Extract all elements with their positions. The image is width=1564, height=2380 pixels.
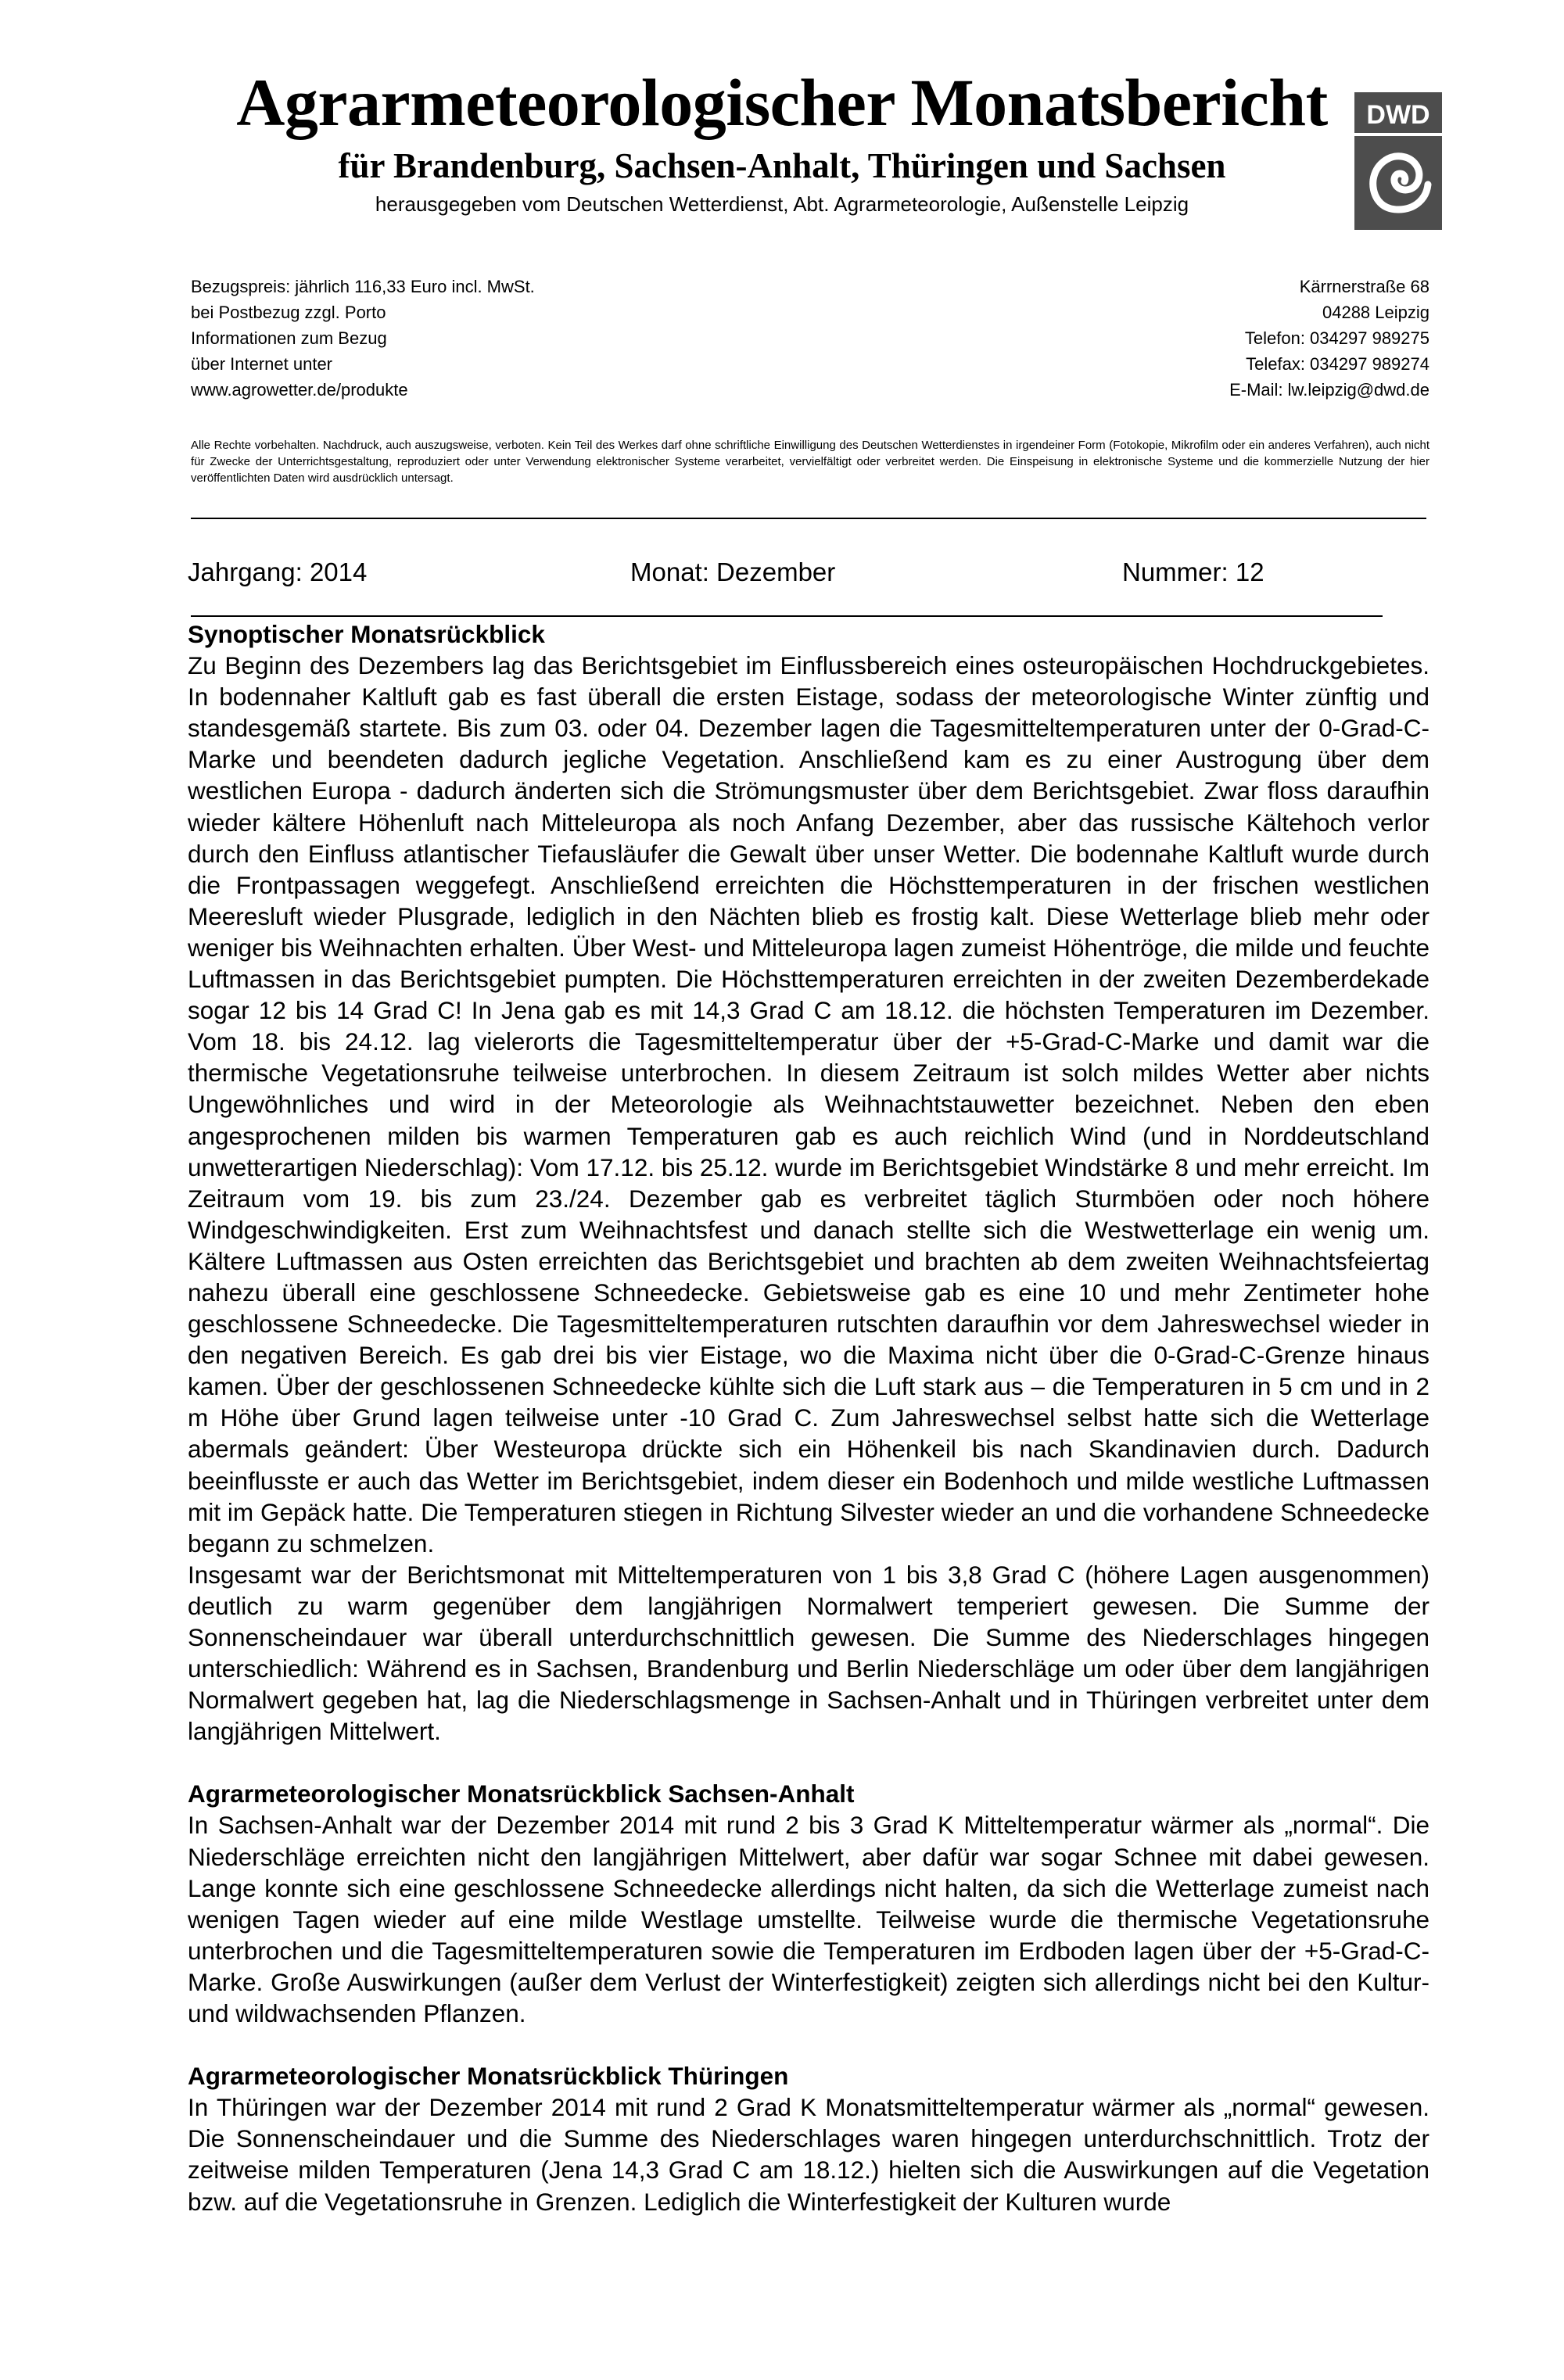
report-title: Agrarmeteorologischer Monatsbericht: [236, 65, 1328, 140]
section-heading: Agrarmeteorologischer Monatsrückblick Sachsen-Anhalt: [188, 1780, 855, 1808]
dwd-logo: [1354, 92, 1442, 230]
website-link[interactable]: www.agrowetter.de/produkte: [191, 380, 408, 400]
subscription-info-line: Informationen zum Bezug: [191, 328, 387, 348]
section-heading: Synoptischer Monatsrückblick: [188, 620, 545, 648]
section-thueringen: [188, 2060, 1429, 2217]
contact-phone: Telefon: 034297 989275: [1244, 328, 1429, 348]
section-paragraph: In Thüringen war der Dezember 2014 mit rund 2 Grad K Monatsmitteltemperatur wärmer als „normal“ gewesen. Die Sonnenscheindauer und die Summe des Niederschlages waren hingegen unterdurchschnittlich. Trotz der zeitweise milden Temperaturen (Jena 14,3 Grad C am 18.12.) hielten sich die Auswirkungen auf die Vegetation bzw. auf die Vegetationsruhe in Grenzen. Lediglich die Winterfestigkeit der Kulturen wurde: [188, 2093, 1429, 2216]
subscription-info-line: Bezugspreis: jährlich 116,33 Euro incl. MwSt.: [191, 277, 535, 296]
legal-notice: Alle Rechte vorbehalten. Nachdruck, auch auszugsweise, verboten. Kein Teil des Werkes darf ohne schriftliche Einwilligung des Deutschen Wetterdienstes in irgendeiner Form (Fotokopie, Mikrofilm oder ein anderes Verfahren), auch nicht für Zwecke der Unterrichtsgestaltung, reproduziert oder unter Verwendung elektronischer Systeme verarbeitet, vervielfältigt oder verbreitet werden. Die Einspeisung in elektronische Systeme und die kommerzielle Nutzung der hier veröffentlichten Daten wird ausdrücklich untersagt.: [191, 439, 1429, 485]
dwd-logo-text: DWD: [1366, 100, 1430, 130]
divider: [191, 518, 1426, 519]
section-sachsen-anhalt: [188, 1778, 1429, 2029]
issue-month: Monat: Dezember: [630, 557, 836, 586]
report-content: [188, 615, 1429, 2217]
contact-city: 04288 Leipzig: [1322, 303, 1429, 322]
dwd-logo-divider: [1354, 133, 1442, 136]
issue-year: Jahrgang: 2014: [188, 557, 368, 586]
section-paragraph: In Sachsen-Anhalt war der Dezember 2014 mit rund 2 bis 3 Grad K Mitteltemperatur wärmer als „normal“. Die Niederschläge erreichten nicht den langjährigen Mittelwert, aber dafür war sogar Schnee mit dabei gewesen. Lange konnte sich eine geschlossene Schneedecke allerdings nicht halten, da sich die Wetterlage zumeist nach wenigen Tagen wieder auf eine milde Westlage umstellte. Teilweise wurde die thermische Vegetationsruhe unterbrochen und die Tagesmitteltemperaturen sowie die Temperaturen im Erdboden lagen über der +5-Grad-C-Marke. Große Auswirkungen (außer dem Verlust der Winterfestigkeit) zeigten sich allerdings nicht bei den Kultur- und wildwachsenden Pflanzen.: [188, 1811, 1429, 2028]
contact-email-link[interactable]: E-Mail: lw.leipzig@dwd.de: [1229, 380, 1429, 400]
section-paragraph: Zu Beginn des Dezembers lag das Berichtsgebiet im Einflussbereich eines osteuropäischen Hochdruckgebietes. In bodennaher Kaltluft gab es fast überall die ersten Eistage, sodass der meteorologische Winter zünftig und standesgemäß startete. Bis zum 03. oder 04. Dezember lagen die Tagesmitteltemperaturen unter der 0-Grad-C-Marke und beendeten dadurch jegliche Vegetation. Anschließend kam es zu einer Austrogung über dem westlichen Europa - dadurch änderten sich die Strömungsmuster über dem Berichtsgebiet. Zwar floss daraufhin wieder kältere Höhenluft nach Mitteleuropa als noch Anfang Dezember, aber das russische Kältehoch verlor durch den Einfluss atlantischer Tiefausläufer die Gewalt über unser Wetter. Die bodennahe Kaltluft wurde durch die Frontpassagen weggefegt. Anschließend erreichten die Höchsttemperaturen in der frischen westlichen Meeresluft wieder Plusgrade, lediglich in den Nächten blieb es frostig kalt. Diese Wetterlage blieb mehr oder weniger bis Weihnachten erhalten. Über West- und Mitteleuropa lagen zumeist Höhentröge, die milde und feuchte Luftmassen in das Berichtsgebiet pumpten. Die Höchsttemperaturen erreichten in der zweiten Dezemberdekade sogar 12 bis 14 Grad C! In Jena gab es mit 14,3 Grad C am 18.12. die höchsten Temperaturen im Dezember. Vom 18. bis 24.12. lag vielerorts die Tagesmitteltemperatur über der +5-Grad-C-Marke und damit war die thermische Vegetationsruhe teilweise unterbrochen. In diesem Zeitraum ist solch mildes Wetter aber nichts Ungewöhnliches und wird in der Meteorologie als Weihnachtstauwetter bezeichnet. Neben den eben angesprochenen milden bis warmen Temperaturen gab es auch reichlich Wind (und in Norddeutschland unwetterartigen Niederschlag): Vom 17.12. bis 25.12. wurde im Berichtsgebiet Windstärke 8 und mehr erreicht. Im Zeitraum vom 19. bis zum 23./24. Dezember gab es verbreitet täglich Sturmböen oder noch höhere Windgeschwindigkeiten. Erst zum Weihnachtsfest und danach stellte sich die Westwetterlage ein wenig um. Kältere Luftmassen aus Osten erreichten das Berichtsgebiet und brachten ab dem zweiten Weihnachtsfeiertag nahezu überall eine geschlossene Schneedecke. Gebietsweise gab es eine 10 und mehr Zentimeter hohe geschlossene Schneedecke. Die Tagesmitteltemperaturen rutschten daraufhin vor dem Jahreswechsel wieder in den negativen Bereich. Es gab drei bis vier Eistage, wo die Maxima nicht über die 0-Grad-C-Grenze hinaus kamen. Über der geschlossenen Schneedecke kühlte sich die Luft stark aus – die Temperaturen in 5 cm und in 2 m Höhe über Grund lagen teilweise unter -10 Grad C. Zum Jahreswechsel selbst hatte sich die Wetterlage abermals geändert: Über Westeuropa drückte sich ein Höhenkeil bis nach Skandinavien durch. Dadurch beeinflusste er auch das Wetter im Berichtsgebiet, indem dieser ein Bodenhoch und milde westliche Luftmassen mit im Gepäck hatte. Die Temperaturen stiegen in Richtung Silvester wieder an und die vorhandene Schneedecke begann zu schmelzen.: [188, 651, 1430, 1557]
contact-fax: Telefax: 034297 989274: [1246, 354, 1429, 374]
contact-street: Kärrnerstraße 68: [1299, 277, 1429, 296]
section-synoptic: [188, 618, 1429, 1747]
contact-info: [1229, 274, 1429, 403]
issue-number: Nummer: 12: [1122, 557, 1264, 586]
subscription-info-line: über Internet unter: [191, 354, 333, 374]
publisher-line: herausgegeben vom Deutschen Wetterdienst, Abt. Agrarmeteorologie, Außenstelle Leipzig: [375, 192, 1189, 216]
report-subtitle: für Brandenburg, Sachsen-Anhalt, Thüringen und Sachsen: [338, 146, 1226, 185]
section-paragraph: Insgesamt war der Berichtsmonat mit Mitteltemperaturen von 1 bis 3,8 Grad C (höhere Lagen ausgenommen) deutlich zu warm gegenüber dem langjährigen Normalwert temperiert gewesen. Die Summe der Sonnenscheindauer war überall unterdurchschnittlich gewesen. Die Summe des Niederschlages hingegen unterschiedlich: Während es in Sachsen, Brandenburg und Berlin Niederschläge um oder über dem langjährigen Normalwert gegeben hat, lag die Niederschlagsmenge in Sachsen-Anhalt und in Thüringen verbreitet unter dem langjährigen Mittelwert.: [188, 1560, 1429, 1746]
subscription-info: [191, 274, 535, 403]
subscription-info-line: bei Postbezug zzgl. Porto: [191, 303, 386, 322]
section-heading: Agrarmeteorologischer Monatsrückblick Thüringen: [188, 2062, 789, 2091]
